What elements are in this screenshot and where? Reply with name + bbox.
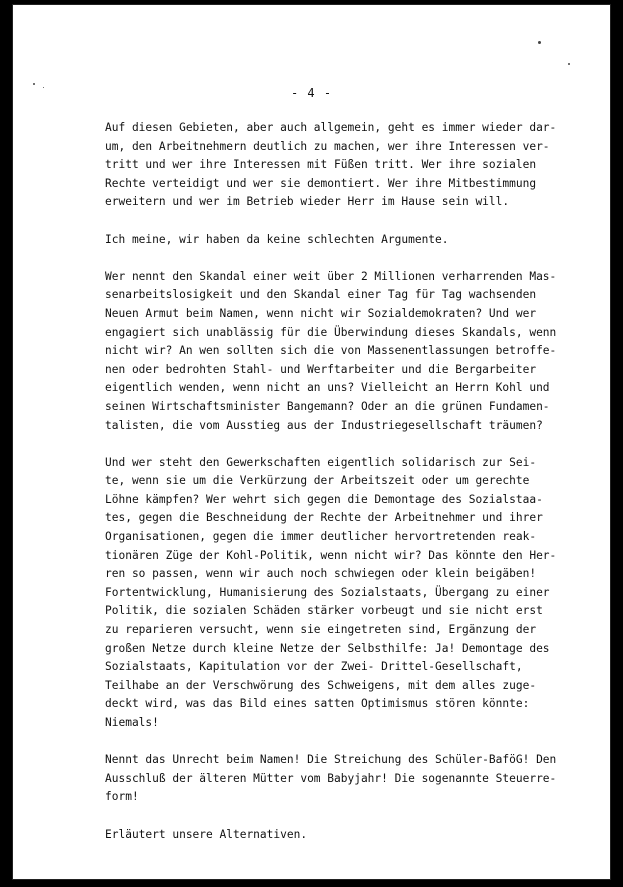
text-line: Auf diesen Gebieten, aber auch allgemein, geht es immer wieder dar- — [105, 121, 557, 134]
text-line: seinen Wirtschaftsminister Bangemann? Oder an die grünen Fundamen- — [105, 399, 550, 413]
text-line: Ausschluß der älteren Mütter vom Babyjahr! Die sogenannte Steuerre- — [105, 771, 557, 785]
paragraph-gap — [105, 807, 583, 826]
text-line: Wer nennt den Skandal einer weit über 2 Millionen verharrenden Mas- — [105, 269, 557, 283]
text-line: ren so passen, wenn wir auch noch schwiegen oder klein beigäben! — [105, 567, 537, 581]
paragraph — [105, 268, 583, 435]
scan-speck — [538, 41, 541, 44]
text-line: um, den Arbeitnehmern deutlich zu machen, wer ihre Interessen ver- — [105, 139, 550, 153]
text-line: Niemals! — [105, 716, 159, 729]
text-line: tionären Züge der Kohl-Politik, wenn nicht wir? Das könnte den Her- — [105, 548, 557, 562]
text-line: form! — [105, 790, 139, 804]
text-line: tes, gegen die Beschneidung der Rechte der Arbeitnehmer und ihrer — [105, 511, 543, 525]
text-line: Erläutert unsere Alternativen. — [105, 827, 308, 841]
text-line: engagiert sich unablässig für die Überwindung dieses Skandals, wenn — [105, 325, 557, 339]
paragraph — [105, 231, 583, 250]
text-line: nen oder bedrohten Stahl- und Werftarbeiter und die Bergarbeiter — [105, 362, 537, 376]
text-line: Rechte verteidigt und wer sie demontiert. Wer ihre Mitbestimmung — [105, 176, 537, 190]
scan-speck — [33, 83, 35, 85]
paragraph-gap — [105, 249, 583, 268]
paragraph-gap — [105, 435, 583, 454]
text-line: te, wenn sie um die Verkürzung der Arbeitszeit oder um gerechte — [105, 474, 530, 488]
paragraph — [105, 454, 583, 733]
text-line: großen Netze durch kleine Netze der Selbsthilfe: Ja! Demontage des — [105, 641, 550, 655]
text-line: deckt wird, was das Bild eines satten Optimismus stören könnte: — [105, 697, 530, 711]
paragraph-gap — [105, 733, 583, 752]
text-line: Und wer steht den Gewerkschaften eigentlich solidarisch zur Sei- — [105, 455, 537, 469]
text-line: Löhne kämpfen? Wer wehrt sich gegen die Demontage des Sozialstaa- — [105, 492, 543, 506]
text-line: senarbeitslosigkeit und den Skandal einer Tag für Tag wachsenden — [105, 288, 537, 302]
scan-speck — [568, 63, 570, 65]
paragraph — [105, 826, 583, 845]
page-number: - 4 - — [290, 86, 333, 100]
paragraph — [105, 119, 583, 212]
text-line: nicht wir? An wen sollten sich die von Massenentlassungen betroffe- — [105, 344, 557, 358]
text-line: Organisationen, gegen die immer deutlicher hervortretenden reak- — [105, 530, 537, 544]
text-line: talisten, die vom Ausstieg aus der Industriegesellschaft träumen? — [105, 418, 543, 432]
text-line: Nennt das Unrecht beim Namen! Die Streichung des Schüler-BaföG! Den — [105, 753, 557, 767]
text-line: Neuen Armut beim Namen, wenn nicht wir Sozialdemokraten? Und wer — [105, 306, 537, 320]
text-line: Sozialstaats, Kapitulation vor der Zwei- Drittel-Gesellschaft, — [105, 660, 523, 674]
text-line: Politik, die sozialen Schäden stärker vorbeugt und sie nicht erst — [105, 604, 543, 618]
text-line: zu reparieren versucht, wenn sie eingetreten sind, Ergänzung der — [105, 623, 537, 637]
paragraph — [105, 751, 583, 807]
text-line: Fortentwicklung, Humanisierung des Sozialstaats, Übergang zu einer — [105, 585, 550, 599]
text-line: Ich meine, wir haben da keine schlechten Argumente. — [105, 232, 449, 246]
text-line: eigentlich wenden, wenn nicht an uns? Vielleicht an Herrn Kohl und — [105, 381, 550, 395]
text-line: erweitern und wer im Betrieb wieder Herr im Hause sein will. — [105, 195, 510, 209]
document-body — [105, 119, 583, 844]
text-line: Teilhabe an der Verschwörung des Schweigens, mit dem alles zuge- — [105, 678, 537, 692]
text-line: tritt und wer ihre Interessen mit Füßen tritt. Wer ihre sozialen — [105, 158, 537, 172]
paragraph-gap — [105, 212, 583, 231]
